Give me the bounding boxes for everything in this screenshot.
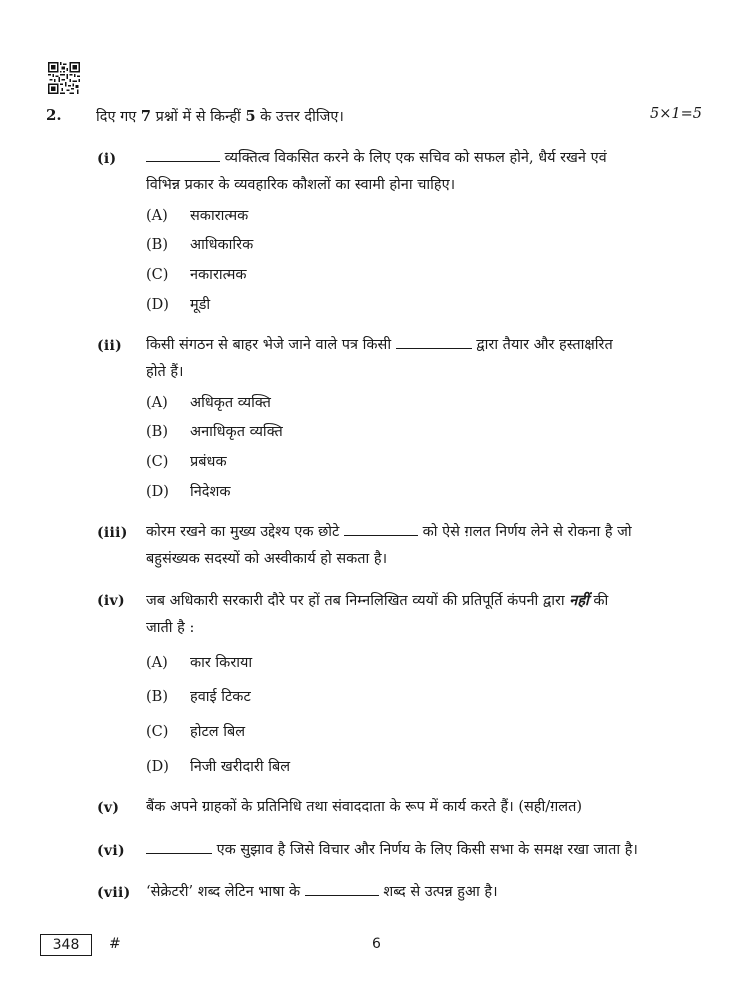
subquestion-iv-label: (iv)	[97, 593, 125, 609]
instruction-text-mid: प्रश्नों में से किन्हीं	[150, 109, 246, 125]
subquestion-vi-text	[146, 837, 678, 864]
subquestion-iii-text	[146, 519, 678, 573]
subquestion-i-text	[146, 145, 678, 199]
subquestion-ii-line1-pre: किसी संगठन से बाहर भेजे जाने वाले पत्र किसी	[146, 337, 396, 353]
option-text: होटल बिल	[190, 724, 246, 740]
option-text: निजी खरीदारी बिल	[190, 759, 291, 775]
instruction-text-post: के उत्तर दीजिए।	[255, 109, 344, 125]
subquestion-iv-text	[146, 587, 678, 642]
option-label: (C)	[146, 454, 169, 470]
subquestion-iii-label: (iii)	[97, 525, 128, 541]
subquestion-vii-line1-pre: ‘सेक्रेटरी’ शब्द लेटिन भाषा के	[146, 884, 305, 900]
option-text: अधिकृत व्यक्ति	[190, 395, 271, 411]
paper-code-box: 348	[40, 934, 92, 956]
subquestion-iv-line1-pre: जब अधिकारी सरकारी दौरे पर हों तब निम्नलिखित व्ययों की प्रतिपूर्ति कंपनी द्वारा	[146, 593, 570, 609]
subquestion-ii-line1-post: द्वारा तैयार और हस्ताक्षरित	[471, 337, 613, 353]
option-label: (B)	[146, 424, 168, 440]
question-instruction	[96, 106, 344, 126]
subquestion-ii-line2: होते हैं।	[146, 364, 184, 380]
option-text: नकारात्मक	[190, 267, 247, 283]
marks-allocation: 5×1=5	[650, 106, 702, 122]
option-iv-b	[146, 686, 251, 706]
option-ii-b	[146, 421, 283, 441]
option-text: हवाई टिकट	[190, 689, 251, 705]
footer-hash: #	[109, 936, 121, 952]
option-label: (A)	[146, 655, 168, 671]
subquestion-iii-line2: बहुसंख्यक सदस्यों को अस्वीकार्य हो सकता है।	[146, 551, 388, 567]
subquestion-vii-line1-post: शब्द से उत्पन्न हुआ है।	[378, 884, 498, 900]
subquestion-i-label: (i)	[97, 151, 117, 167]
subquestion-v-text: बैंक अपने ग्राहकों के प्रतिनिधि तथा संवाददाता के रूप में कार्य करते हैं। (सही/ग़लत)	[146, 799, 583, 815]
subquestion-iii-line1-pre: कोरम रखने का मुख्य उद्देश्य एक छोटे	[146, 524, 344, 540]
option-label: (D)	[146, 297, 169, 313]
option-iv-c	[146, 721, 245, 741]
subquestion-vi-line1: एक सुझाव है जिसे विचार और निर्णय के लिए किसी सभा के समक्ष रखा जाता है।	[212, 842, 638, 858]
option-ii-c	[146, 451, 227, 471]
option-i-d	[146, 294, 210, 314]
option-text: आधिकारिक	[190, 237, 254, 253]
emphasis-not: नहीं	[569, 592, 589, 609]
subquestion-vii-label: (vii)	[97, 885, 131, 901]
answer-blank	[396, 334, 472, 349]
instruction-number-seven: 7	[140, 108, 151, 125]
subquestion-vi-label: (vi)	[97, 843, 125, 859]
option-label: (A)	[146, 208, 168, 224]
option-label: (D)	[146, 759, 169, 775]
subquestion-ii-text	[146, 332, 678, 386]
subquestion-iv-line2: जाती है :	[146, 620, 195, 636]
option-iv-a	[146, 652, 252, 672]
option-label: (D)	[146, 484, 169, 500]
option-label: (C)	[146, 267, 169, 283]
option-iv-d	[146, 756, 290, 776]
option-text: मूडी	[190, 297, 211, 313]
option-ii-a	[146, 392, 271, 412]
answer-blank	[146, 147, 220, 162]
question-number: 2.	[46, 106, 62, 124]
answer-blank	[305, 881, 379, 896]
subquestion-i-line1: व्यक्तित्व विकसित करने के लिए एक सचिव को सफल होने, धैर्य रखने एवं	[220, 150, 607, 166]
option-text: प्रबंधक	[190, 454, 227, 470]
option-text: सकारात्मक	[190, 208, 249, 224]
answer-blank	[146, 839, 212, 854]
option-label: (B)	[146, 689, 168, 705]
option-label: (C)	[146, 724, 169, 740]
option-text: कार किराया	[190, 655, 253, 671]
option-label: (A)	[146, 395, 168, 411]
subquestion-v-label: (v)	[97, 800, 120, 816]
option-text: निदेशक	[190, 484, 231, 500]
instruction-text-pre: दिए गए	[96, 109, 141, 125]
answer-blank	[344, 521, 418, 536]
option-i-c	[146, 264, 247, 284]
option-ii-d	[146, 481, 231, 501]
option-label: (B)	[146, 237, 168, 253]
subquestion-ii-label: (ii)	[97, 338, 123, 354]
option-text: अनाधिकृत व्यक्ति	[190, 424, 283, 440]
subquestion-iv-line1-post: की	[588, 593, 609, 609]
instruction-number-five: 5	[245, 108, 256, 125]
subquestion-i-line2: विभिन्न प्रकार के व्यवहारिक कौशलों का स्वामी होना चाहिए।	[146, 177, 456, 193]
qr-code-icon	[48, 62, 80, 94]
option-i-b	[146, 234, 253, 254]
page-number: 6	[372, 936, 381, 952]
option-i-a	[146, 205, 248, 225]
subquestion-vii-text	[146, 879, 678, 906]
subquestion-iii-line1-post: को ऐसे ग़लत निर्णय लेने से रोकना है जो	[417, 524, 632, 540]
